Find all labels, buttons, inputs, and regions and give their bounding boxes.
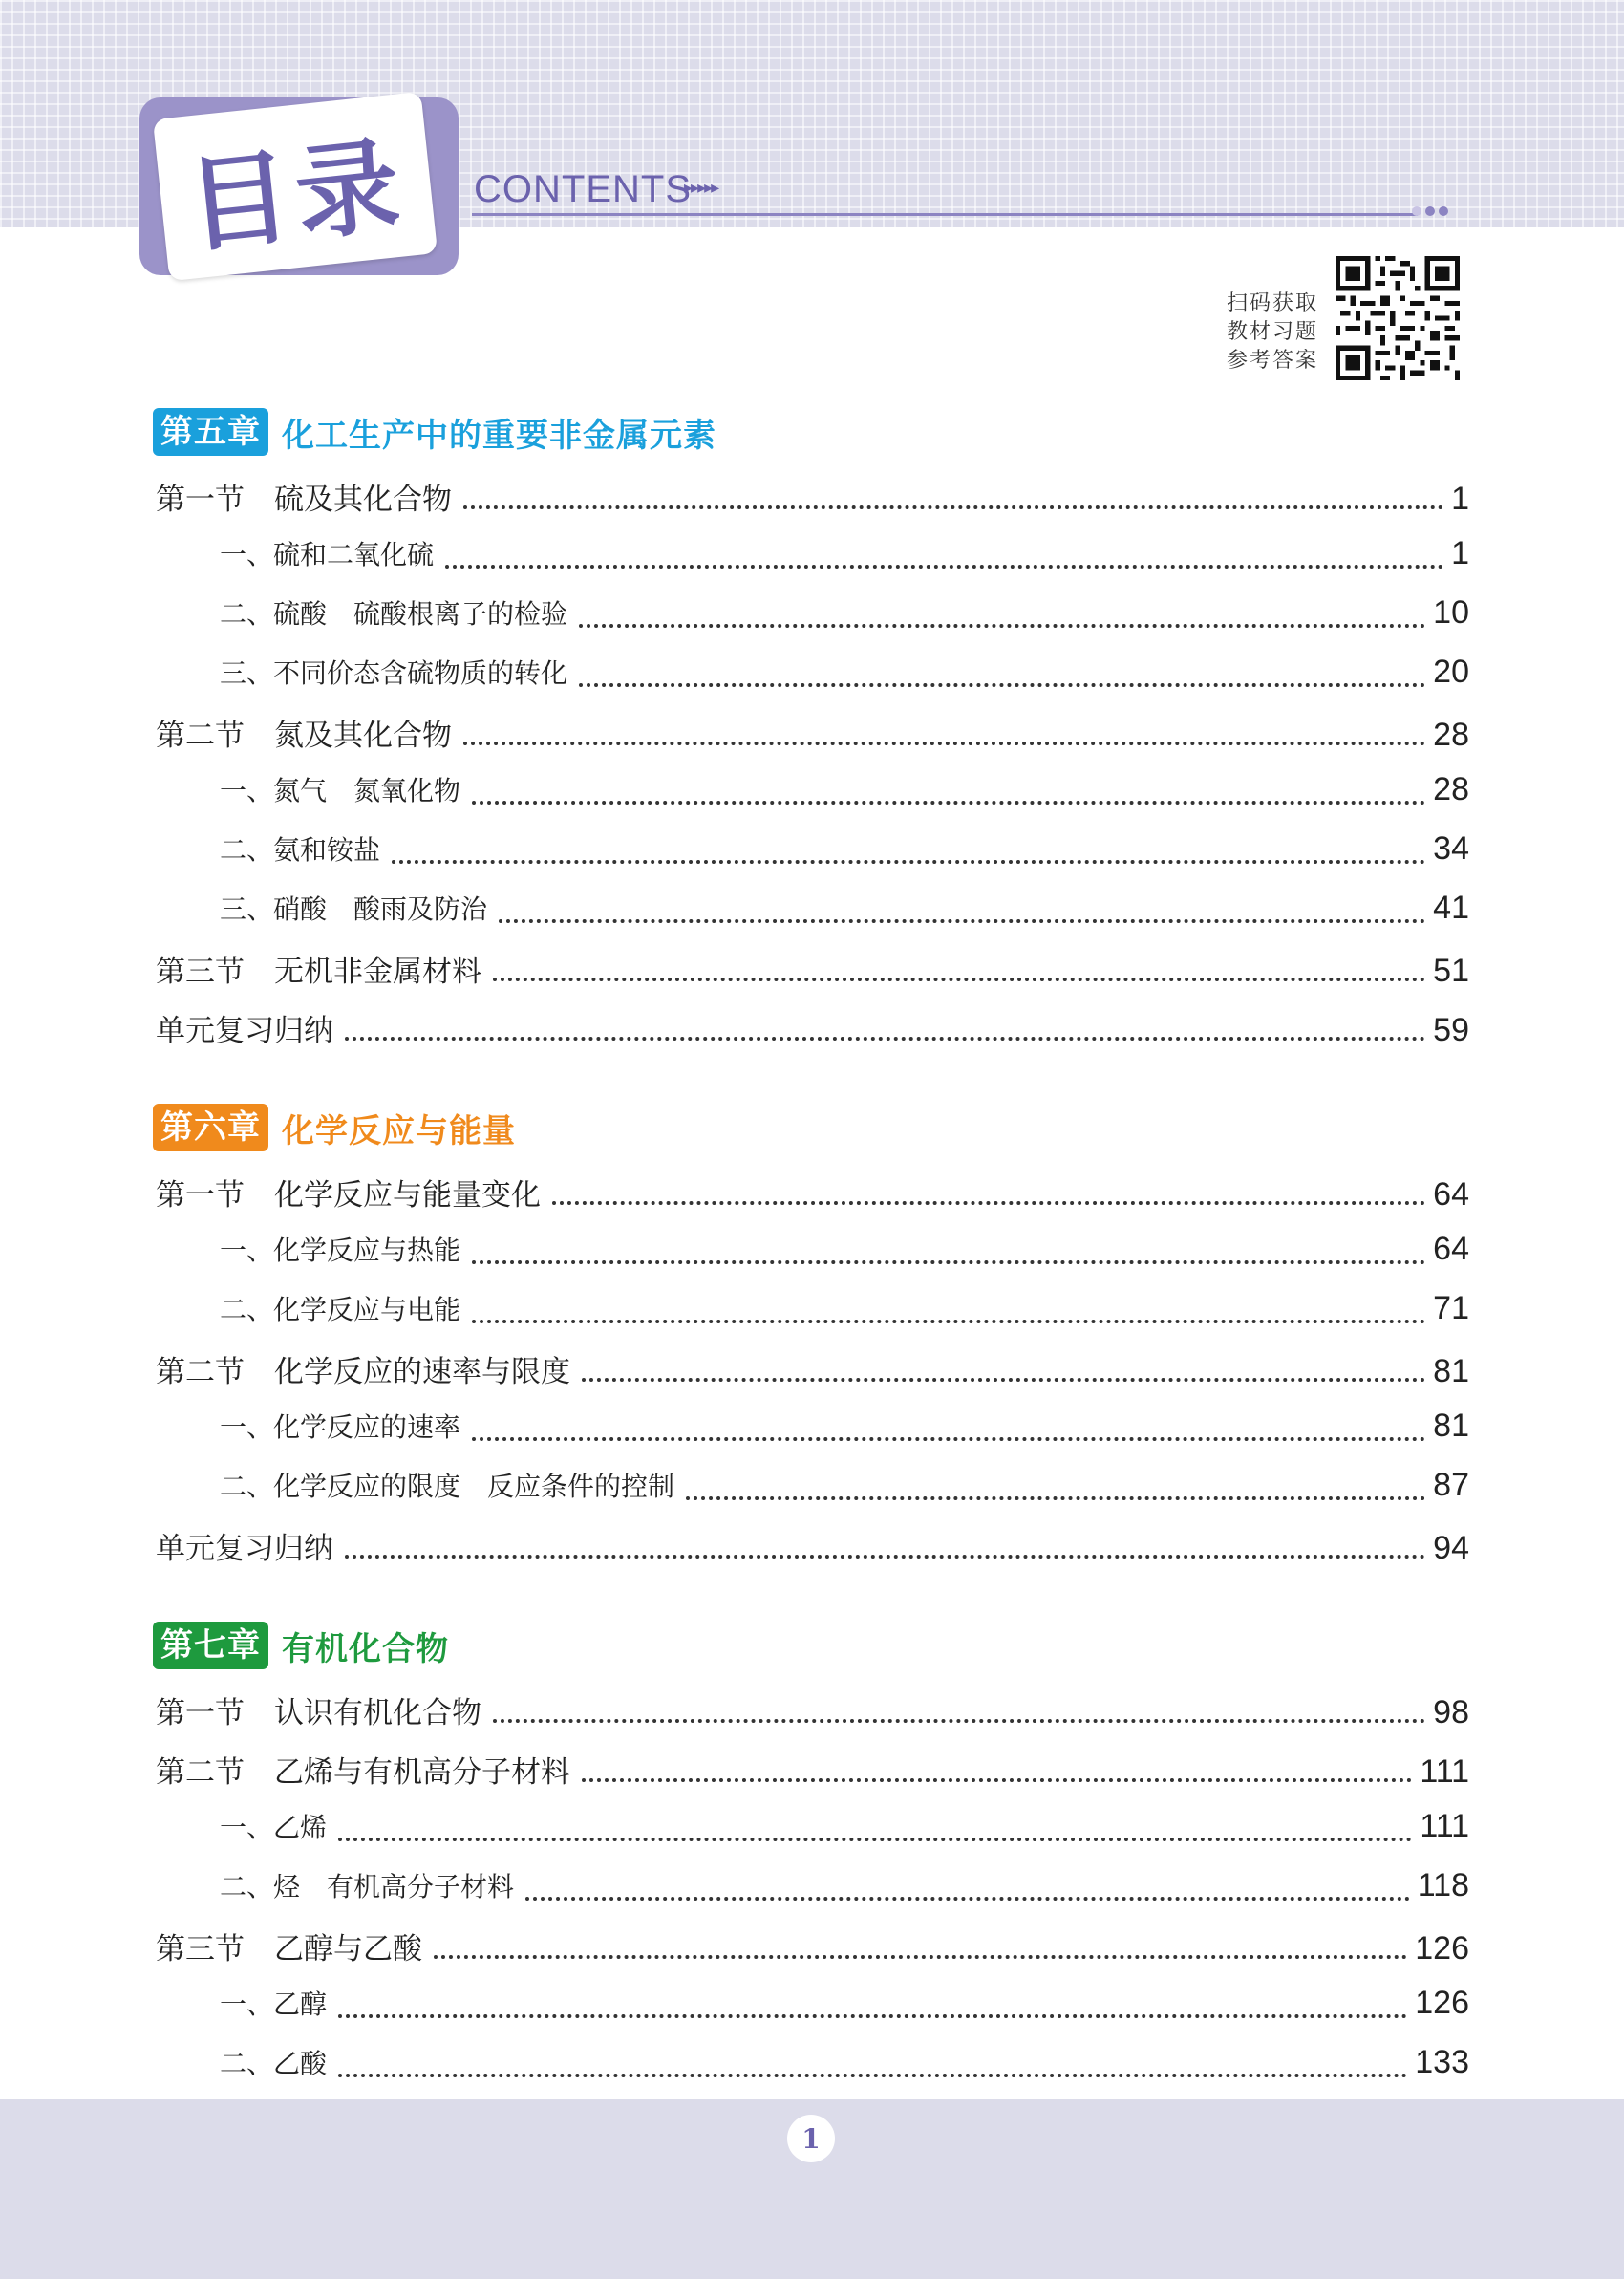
dot-leader	[434, 1954, 1407, 1959]
entry-page: 133	[1415, 2044, 1469, 2080]
entry-page: 111	[1420, 1753, 1469, 1790]
dot-leader	[493, 977, 1425, 981]
toc-entry[interactable]	[220, 770, 1469, 812]
entry-page: 87	[1433, 1467, 1469, 1503]
dot-leader	[499, 918, 1425, 923]
chapter-title: 化学反应与能量	[282, 1111, 516, 1150]
entry-page: 118	[1417, 1867, 1469, 1903]
entry-page: 1	[1451, 535, 1469, 571]
page-title: 目录	[182, 123, 411, 268]
entry-page: 20	[1433, 654, 1469, 690]
dot-leader	[493, 1718, 1425, 1723]
chapter-heading[interactable]	[153, 408, 716, 456]
title-card	[153, 92, 438, 282]
entry-label: 单元复习归纳	[156, 1532, 333, 1566]
dot-leader	[579, 682, 1425, 687]
chapter-badge: 第六章	[153, 1104, 268, 1151]
toc-entry[interactable]	[220, 593, 1469, 635]
entry-page: 126	[1415, 1930, 1469, 1967]
entry-page: 111	[1420, 1808, 1469, 1844]
toc-entry[interactable]	[156, 1006, 1469, 1048]
dot-leader	[345, 1036, 1425, 1041]
dot-leader	[525, 1896, 1410, 1901]
toc-entry[interactable]	[220, 1984, 1469, 2026]
entry-label: 第二节 化学反应的速率与限度	[156, 1355, 570, 1389]
toc-entry[interactable]	[220, 653, 1469, 695]
entry-label: 一、乙烯	[220, 1812, 328, 1843]
entry-label: 单元复习归纳	[156, 1014, 333, 1048]
page-number: 1	[787, 2115, 835, 2162]
toc-entry[interactable]	[156, 711, 1469, 753]
entry-label: 三、硝酸 酸雨及防治	[220, 893, 488, 925]
chapter-title: 化工生产中的重要非金属元素	[282, 416, 716, 455]
dot-leader	[582, 1377, 1425, 1382]
dot-leader	[579, 623, 1425, 628]
dot-icon	[1439, 206, 1448, 216]
entry-label: 第二节 乙烯与有机高分子材料	[156, 1755, 570, 1790]
entry-page: 94	[1433, 1530, 1469, 1566]
dot-leader	[463, 505, 1443, 509]
dot-leader	[463, 741, 1425, 745]
dot-leader	[345, 1554, 1425, 1559]
dot-leader	[472, 1319, 1425, 1323]
entry-page: 51	[1433, 953, 1469, 989]
entry-label: 二、乙酸	[220, 2048, 328, 2079]
dot-leader	[338, 2013, 1407, 2018]
toc-entry[interactable]	[220, 889, 1469, 931]
entry-page: 126	[1415, 1985, 1469, 2021]
contents-label: CONTENTS	[474, 168, 692, 210]
entry-label: 第一节 认识有机化合物	[156, 1696, 481, 1731]
entry-label: 第三节 乙醇与乙酸	[156, 1932, 422, 1967]
qr-caption-line: 教材习题	[1227, 320, 1319, 344]
entry-label: 二、化学反应的限度 反应条件的控制	[220, 1471, 675, 1502]
dot-leader	[392, 859, 1425, 864]
toc-entry[interactable]	[156, 1924, 1469, 1967]
toc-entry[interactable]	[156, 947, 1469, 989]
entry-page: 71	[1433, 1290, 1469, 1326]
toc-entry[interactable]	[220, 2043, 1469, 2085]
entry-label: 一、硫和二氧化硫	[220, 539, 435, 570]
entry-label: 一、乙醇	[220, 1989, 328, 2020]
dot-leader	[472, 800, 1425, 805]
entry-page: 81	[1433, 1408, 1469, 1444]
dot-leader	[686, 1495, 1425, 1500]
entry-label: 第一节 硫及其化合物	[156, 483, 452, 517]
entry-page: 34	[1433, 830, 1469, 867]
entry-label: 第一节 化学反应与能量变化	[156, 1178, 541, 1213]
qr-caption-line: 参考答案	[1227, 349, 1319, 373]
dot-leader	[445, 564, 1443, 569]
entry-label: 三、不同价态含硫物质的转化	[220, 657, 568, 689]
qr-caption	[1227, 290, 1318, 376]
toc-entry[interactable]	[220, 1407, 1469, 1449]
toc-entry[interactable]	[220, 534, 1469, 576]
chapter-badge: 第七章	[153, 1622, 268, 1669]
entry-label: 二、氨和铵盐	[220, 834, 381, 866]
entry-page: 1	[1451, 481, 1469, 517]
chapter-heading[interactable]	[153, 1104, 516, 1151]
toc-entry[interactable]	[156, 475, 1469, 517]
toc-entry[interactable]	[220, 829, 1469, 871]
decorative-dots	[1412, 206, 1448, 216]
entry-page: 28	[1433, 771, 1469, 807]
entry-page: 28	[1433, 717, 1469, 753]
dot-leader	[338, 2073, 1407, 2077]
dot-icon	[1412, 206, 1421, 216]
entry-page: 64	[1433, 1176, 1469, 1213]
header-rule	[472, 213, 1418, 216]
dot-leader	[552, 1200, 1425, 1205]
entry-label: 一、化学反应的速率	[220, 1411, 461, 1443]
toc-entry[interactable]	[156, 1688, 1469, 1731]
toc-entry[interactable]	[220, 1466, 1469, 1508]
toc-entry[interactable]	[220, 1289, 1469, 1331]
entry-label: 一、化学反应与热能	[220, 1235, 461, 1266]
toc-entry[interactable]	[156, 1748, 1469, 1790]
dot-leader	[472, 1436, 1425, 1441]
entry-page: 10	[1433, 594, 1469, 631]
dot-leader	[472, 1259, 1425, 1264]
entry-page: 59	[1433, 1012, 1469, 1048]
chapter-badge: 第五章	[153, 408, 268, 456]
arrows-icon: ▸▸▸▸▸	[684, 178, 718, 198]
toc-entry[interactable]	[156, 1171, 1469, 1213]
entry-page: 64	[1433, 1231, 1469, 1267]
qr-code-icon[interactable]	[1336, 256, 1460, 380]
entry-label: 二、烃 有机高分子材料	[220, 1871, 515, 1903]
chapter-heading[interactable]	[153, 1622, 449, 1669]
dot-icon	[1425, 206, 1435, 216]
entry-label: 一、氮气 氮氧化物	[220, 775, 461, 806]
entry-page: 81	[1433, 1353, 1469, 1389]
entry-page: 98	[1433, 1694, 1469, 1731]
toc-entry[interactable]	[220, 1866, 1469, 1908]
dot-leader	[582, 1777, 1412, 1782]
entry-label: 第三节 无机非金属材料	[156, 955, 481, 989]
toc-entry[interactable]	[220, 1807, 1469, 1849]
toc-entry[interactable]	[220, 1230, 1469, 1272]
chapter-title: 有机化合物	[282, 1629, 449, 1668]
entry-label: 二、化学反应与电能	[220, 1294, 461, 1325]
entry-label: 二、硫酸 硫酸根离子的检验	[220, 598, 568, 630]
toc-entry[interactable]	[156, 1524, 1469, 1566]
entry-label: 第二节 氮及其化合物	[156, 719, 452, 753]
qr-caption-line: 扫码获取	[1227, 291, 1319, 315]
dot-leader	[338, 1837, 1412, 1841]
entry-page: 41	[1433, 890, 1469, 926]
toc-entry[interactable]	[156, 1347, 1469, 1389]
